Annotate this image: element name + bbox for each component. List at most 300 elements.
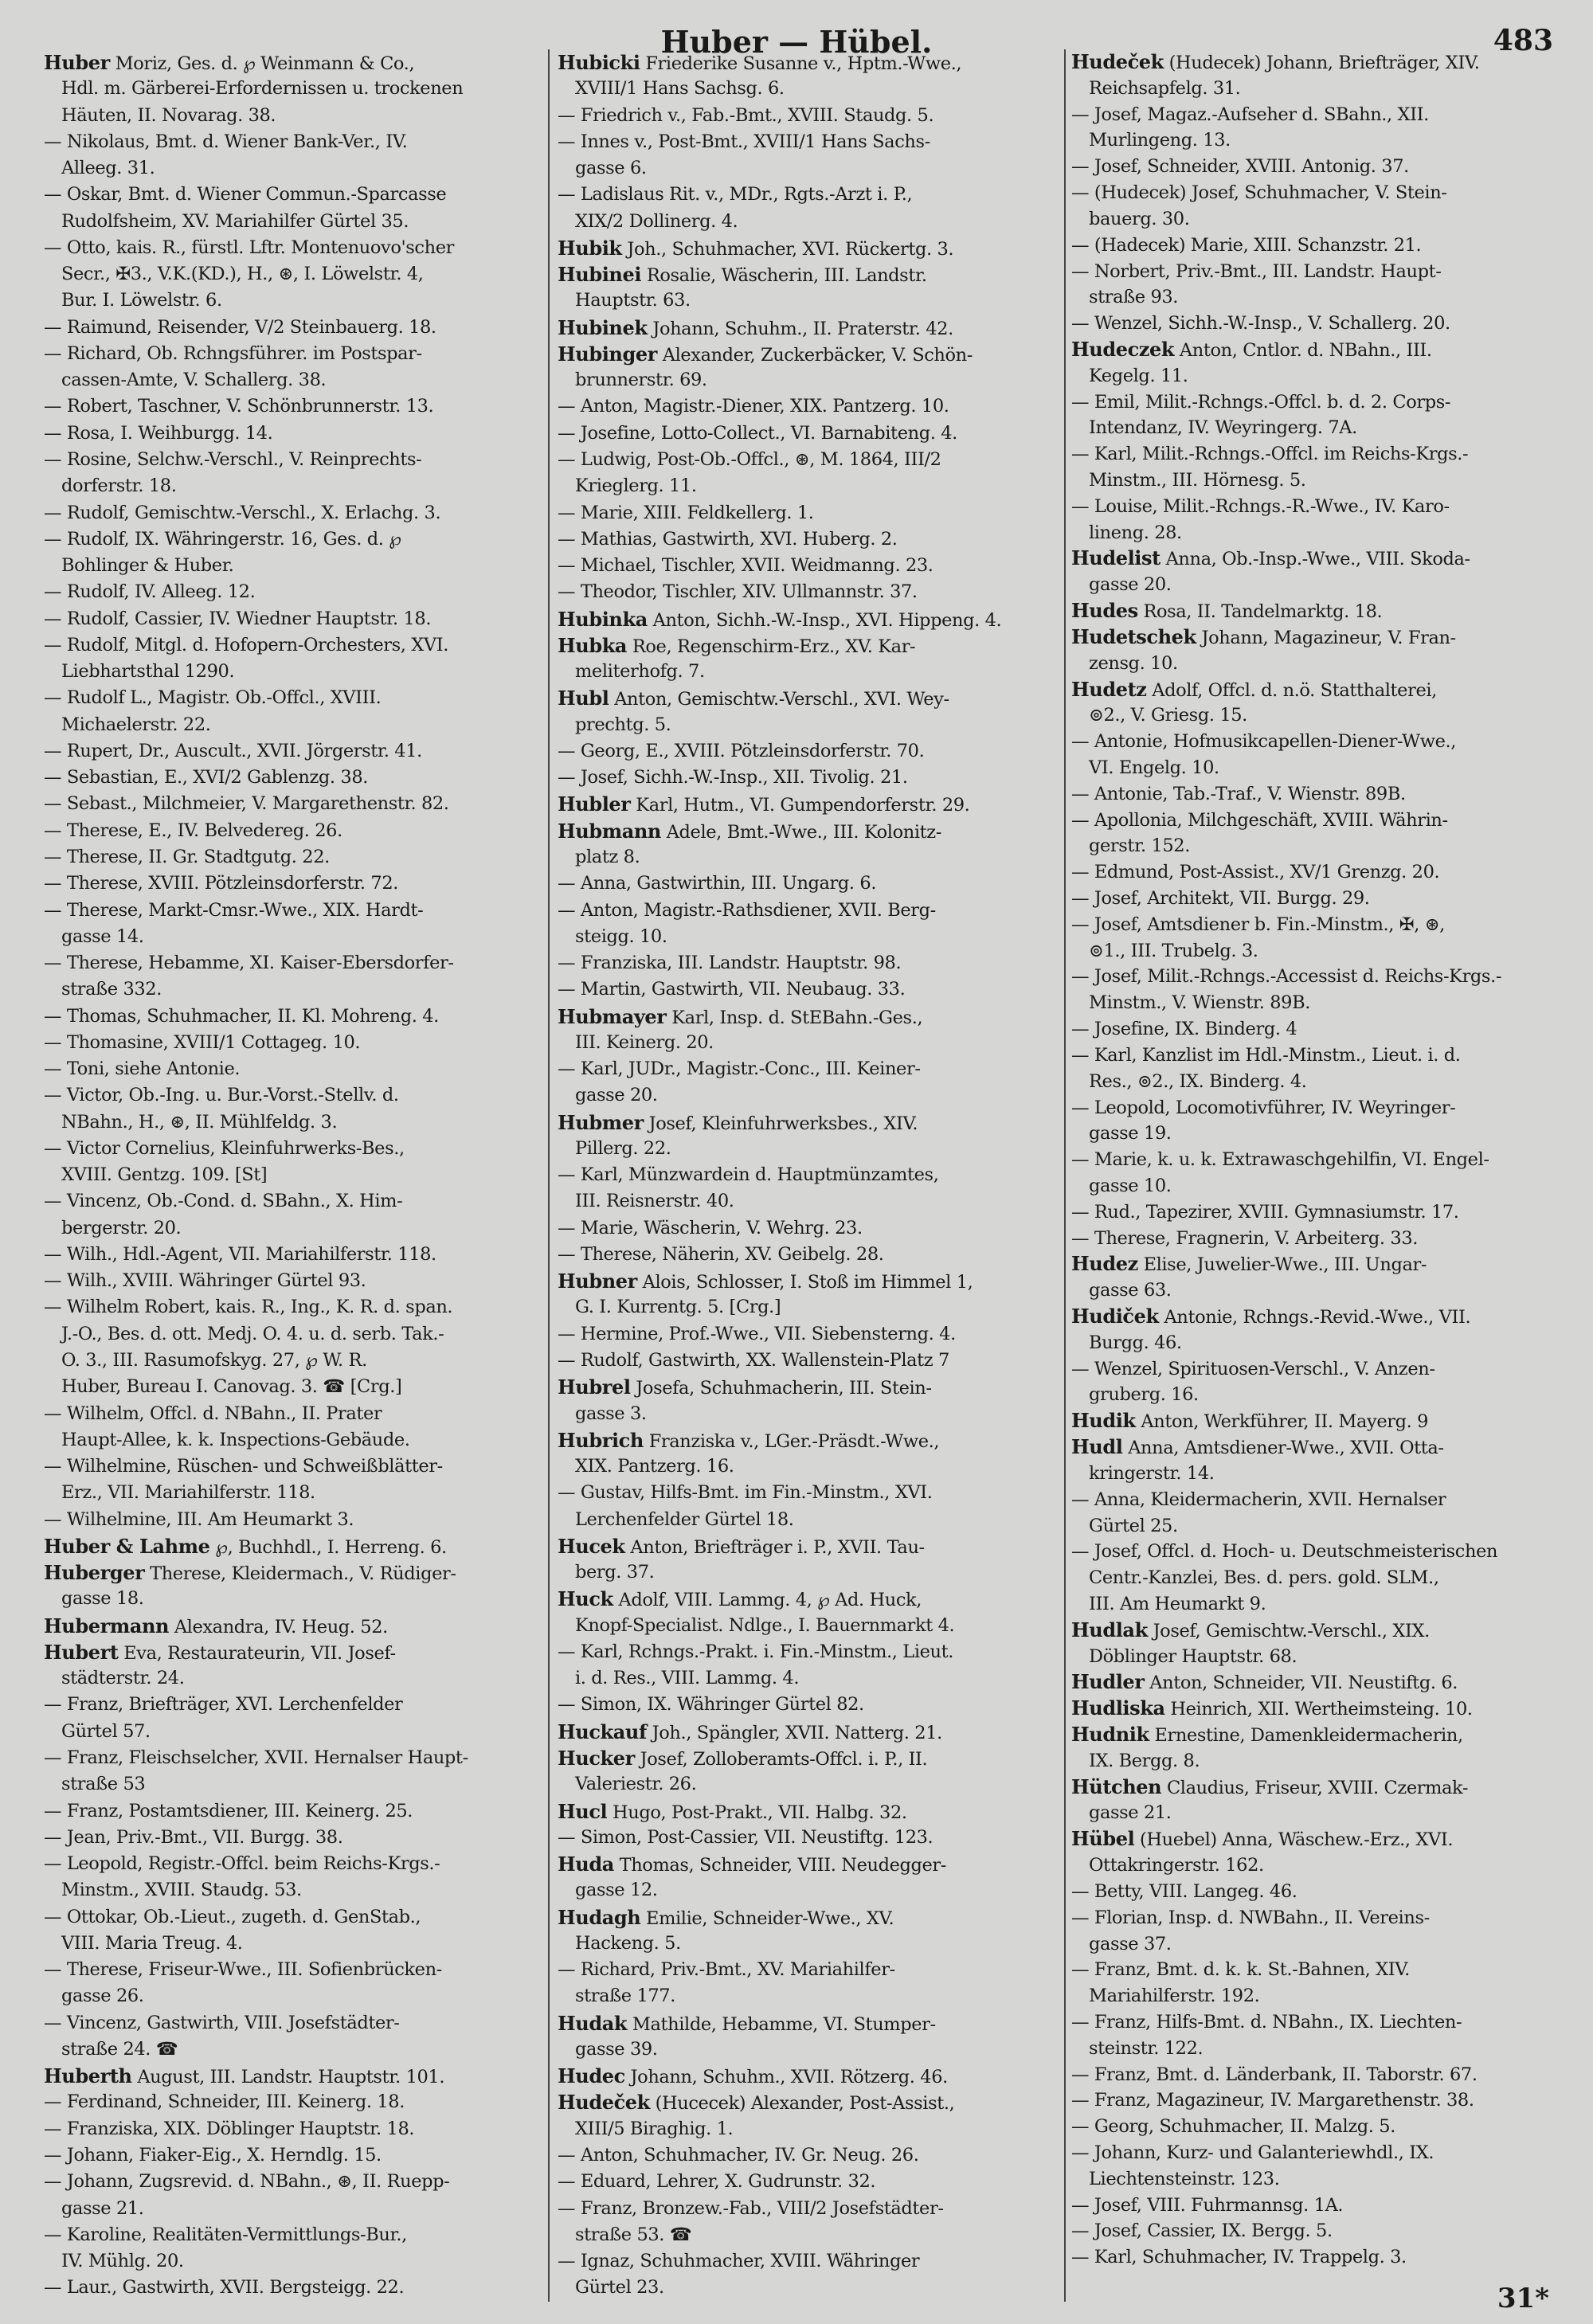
entry-head-line [1071, 546, 1571, 572]
entry-line: — Karl, Milit.-Rchngs.-Offcl. im Reichs-Krgs.- [1071, 444, 1469, 465]
surname-headword: Hudik [1071, 1409, 1136, 1433]
entry-text: Alexander, Zuckerbäcker, V. Schön- [656, 344, 973, 366]
entry-text: Friederike Susanne v., Hptm.-Wwe., [640, 53, 962, 74]
entry-continuation-line: Intendanz, IV. Weyringerg. 7A. [1089, 417, 1357, 439]
entry-continuation-line: Ottakringerstr. 162. [1089, 1855, 1264, 1876]
entry-text: Anton, Schneider, VII. Neustiftg. 6. [1144, 1673, 1458, 1694]
page-number: 483 [1493, 24, 1553, 57]
surname-headword: Hudl [1071, 1435, 1123, 1459]
entry-line: — Laur., Gastwirth, XVII. Bergsteigg. 22. [44, 2277, 405, 2299]
entry-continuation-line: straße 24. ☎ [61, 2038, 178, 2060]
entry-continuation-line: Reichsapfelg. 31. [1089, 77, 1241, 99]
surname-headword: Hudec [558, 2064, 625, 2088]
entry-head-line [558, 685, 1058, 711]
entry-line: — Martin, Gastwirth, VII. Neubaug. 33. [558, 979, 906, 1000]
column-divider [548, 49, 550, 2302]
entry-line: — Hermine, Prof.-Wwe., VII. Siebensterng. 4. [558, 1323, 956, 1344]
entry-line: — Marie, Wäscherin, V. Wehrg. 23. [558, 1217, 863, 1238]
entry-head-line [1071, 337, 1571, 363]
entry-text: Rosa, II. Tandelmarktg. 18. [1137, 601, 1383, 623]
entry-head-line [558, 606, 1058, 632]
entry-text: Joh., Schuhmacher, XVI. Rückertg. 3. [621, 238, 954, 260]
entry-head-line [558, 2089, 1058, 2115]
entry-continuation-line: Hackeng. 5. [575, 1932, 681, 1954]
entry-head-line [558, 1904, 1058, 1931]
entry-line: — Marie, k. u. k. Extrawaschgehilfin, VI. Engel- [1071, 1149, 1489, 1171]
entry-text: Josefa, Schuhmacherin, III. Stein- [630, 1378, 932, 1399]
entry-line: — Anton, Schuhmacher, IV. Gr. Neug. 26. [558, 2144, 919, 2166]
entry-line: — Theodor, Tischler, XIV. Ullmannstr. 37. [558, 581, 918, 603]
entry-line: — Robert, Taschner, V. Schönbrunnerstr. 13. [44, 396, 434, 417]
entry-continuation-line: Haupt-Allee, k. k. Inspections-Gebäude. [61, 1429, 410, 1450]
entry-continuation-line: VI. Engelg. 10. [1089, 757, 1219, 778]
entry-head-line [1071, 1826, 1571, 1853]
entry-continuation-line: XIII/5 Biraghig. 1. [575, 2118, 734, 2139]
entry-head-line [1071, 624, 1571, 651]
entry-continuation-line: Pillerg. 22. [575, 1137, 671, 1159]
entry-line: — Rudolf, Gastwirth, XX. Wallenstein-Platz 7 [558, 1350, 949, 1371]
entry-continuation-line: steigg. 10. [575, 925, 667, 947]
entry-line: — Rudolf, Cassier, IV. Wiedner Hauptstr. 18. [44, 608, 432, 629]
entry-continuation-line: cassen-Amte, V. Schallerg. 38. [61, 370, 327, 391]
entry-line: — Vincenz, Ob.-Cond. d. SBahn., X. Him- [44, 1191, 403, 1212]
surname-headword: Huck [558, 1587, 613, 1611]
entry-head-line [44, 1639, 542, 1665]
entry-line: — Rudolf L., Magistr. Ob.-Offcl., XVIII. [44, 687, 382, 709]
entry-line: — Johann, Kurz- und Galanteriewhdl., IX. [1071, 2142, 1434, 2163]
entry-continuation-line: XVIII. Gentzg. 109. [St] [61, 1164, 268, 1186]
entry-head-line [1071, 1774, 1571, 1801]
entry-line: — Antonie, Tab.-Traf., V. Wienstr. 89B. [1071, 783, 1406, 804]
surname-headword: Hubrel [558, 1375, 631, 1399]
entry-text: Thomas, Schneider, VIII. Neudegger- [613, 1855, 946, 1876]
entry-head-line [558, 1851, 1058, 1877]
entry-continuation-line: gasse 14. [61, 925, 144, 947]
surname-headword: Huberger [44, 1561, 145, 1585]
entry-line: — Betty, VIII. Langeg. 46. [1071, 1880, 1297, 1902]
entry-line: — Josef, Architekt, VII. Burgg. 29. [1071, 888, 1370, 909]
entry-continuation-line: i. d. Res., VIII. Lammg. 4. [575, 1668, 800, 1689]
entry-continuation-line: steinstr. 122. [1089, 2037, 1204, 2059]
entry-continuation-line: bergerstr. 20. [61, 1217, 182, 1238]
entry-head-line [558, 818, 1058, 844]
entry-line: — Wilh., XVIII. Währinger Gürtel 93. [44, 1270, 366, 1292]
entry-line: — Innes v., Post-Bmt., XVIII/1 Hans Sachs- [558, 131, 930, 152]
entry-continuation-line: XIX/2 Dollinerg. 4. [575, 210, 738, 232]
entry-head-line [558, 1374, 1058, 1400]
entry-line: — Antonie, Hofmusikcapellen-Diener-Wwe., [1071, 731, 1457, 753]
entry-text: Roe, Regenschirm-Erz., XV. Kar- [627, 636, 916, 657]
entry-head-line [44, 1613, 542, 1639]
surname-headword: Hubrich [558, 1428, 644, 1452]
entry-continuation-line: Res., ⊚2., IX. Binderg. 4. [1089, 1070, 1307, 1092]
entry-line: — Karl, Rchngs.-Prakt. i. Fin.-Minstm., Lieut. [558, 1641, 954, 1662]
entry-line: — Oskar, Bmt. d. Wiener Commun.-Sparcasse [44, 184, 447, 205]
entry-line: — Karl, Schuhmacher, IV. Trappelg. 3. [1071, 2247, 1407, 2268]
entry-head-line [558, 341, 1058, 367]
entry-line: — Johann, Fiaker-Eig., X. Herndlg. 15. [44, 2144, 382, 2166]
surname-headword: Hubka [558, 633, 628, 657]
entry-line: — Rud., Tapezirer, XVIII. Gymnasiumstr. 17. [1071, 1201, 1459, 1223]
entry-line: — Raimund, Reisender, V/2 Steinbauerg. 18. [44, 316, 436, 338]
directory-column-1 [44, 49, 542, 2302]
entry-head-line [1071, 1696, 1571, 1722]
entry-continuation-line: bauerg. 30. [1089, 208, 1190, 229]
entry-line: — Josefine, Lotto-Collect., VI. Barnabiteng. 4. [558, 422, 957, 444]
surname-headword: Hucek [558, 1534, 625, 1558]
entry-line: — (Hudecek) Josef, Schuhmacher, V. Stein- [1071, 182, 1447, 204]
entry-line: — Franz, Bmt. d. Länderbank, II. Taborstr. 67. [1071, 2064, 1478, 2085]
entry-line: — (Hadecek) Marie, XIII. Schanzstr. 21. [1071, 234, 1422, 256]
entry-head-line [44, 1559, 542, 1586]
entry-line: — Sebastian, E., XVI/2 Gablenzg. 38. [44, 767, 369, 788]
entry-text: Karl, Hutm., VI. Gumpendorferstr. 29. [630, 795, 970, 816]
entry-continuation-line: städterstr. 24. [61, 1668, 185, 1689]
entry-continuation-line: gasse 10. [1089, 1175, 1172, 1196]
entry-continuation-line: Kegelg. 11. [1089, 365, 1188, 386]
entry-text: Anton, Briefträger i. P., XVII. Tau- [624, 1536, 925, 1558]
entry-line: — Therese, E., IV. Belvedereg. 26. [44, 820, 342, 841]
surname-headword: Hubinger [558, 342, 657, 366]
entry-head-line [1071, 49, 1571, 76]
entry-continuation-line: Burgg. 46. [1089, 1332, 1182, 1353]
entry-continuation-line: gruberg. 16. [1089, 1384, 1199, 1406]
surname-headword: Hübel [1071, 1827, 1135, 1851]
entry-head-line [558, 1745, 1058, 1771]
entry-text: Heinrich, XII. Wertheimsteing. 10. [1164, 1699, 1473, 1720]
entry-line: — Therese, II. Gr. Stadtgutg. 22. [44, 846, 330, 867]
entry-continuation-line: Hauptstr. 63. [575, 290, 691, 311]
entry-line: — Rosa, I. Weihburgg. 14. [44, 422, 273, 444]
entry-continuation-line: brunnerstr. 69. [575, 370, 707, 391]
entry-line: — Anna, Kleidermacherin, XVII. Hernalser [1071, 1489, 1446, 1510]
entry-line: — Victor, Ob.-Ing. u. Bur.-Vorst.-Stellv. d. [44, 1085, 399, 1106]
entry-line: — Vincenz, Gastwirth, VIII. Josefstädter- [44, 2012, 400, 2033]
surname-headword: Hubinka [558, 607, 648, 631]
entry-line: — Wenzel, Spirituosen-Verschl., V. Anzen- [1071, 1358, 1435, 1379]
entry-text: Ernestine, Damenkleidermacherin, [1149, 1725, 1463, 1746]
surname-headword: Hubl [558, 687, 609, 710]
entry-head-line [1071, 1251, 1571, 1277]
entry-continuation-line: Häuten, II. Novarag. 38. [61, 104, 276, 126]
entry-line: — Georg, E., XVIII. Pötzleinsdorferstr. 70. [558, 740, 925, 761]
surname-headword: Hudeczek [1071, 337, 1175, 361]
entry-line: — Leopold, Registr.-Offcl. beim Reichs-Krgs.- [44, 1853, 440, 1875]
entry-text: Anna, Amtsdiener-Wwe., XVII. Otta- [1122, 1438, 1444, 1459]
entry-continuation-line: gasse 21. [61, 2197, 144, 2219]
entry-line: — Franziska, III. Landstr. Hauptstr. 98. [558, 953, 902, 974]
surname-headword: Huber [44, 51, 110, 74]
entry-continuation-line: zensg. 10. [1089, 652, 1178, 674]
entry-head-line [558, 1109, 1058, 1136]
surname-headword: Hubert [44, 1640, 119, 1664]
entry-head-line [44, 49, 542, 76]
entry-line: — Sebast., Milchmeier, V. Margarethenstr. 82. [44, 793, 449, 815]
entry-continuation-line: Mariahilferstr. 192. [1089, 1986, 1260, 2007]
entry-line: — Thomasine, XVIII/1 Cottageg. 10. [44, 1031, 361, 1053]
surname-headword: Hudez [1071, 1252, 1138, 1276]
entry-text: Johann, Schuhm., XVII. Rötzerg. 46. [624, 2067, 948, 2088]
entry-continuation-line: Gürtel 57. [61, 1720, 151, 1742]
surname-headword: Hudler [1071, 1670, 1145, 1694]
entry-line: — Anton, Magistr.-Rathsdiener, XVII. Berg- [558, 899, 936, 921]
entry-continuation-line: Erz., VII. Mariahilferstr. 118. [61, 1482, 315, 1504]
entry-line: — Georg, Schuhmacher, II. Malzg. 5. [1071, 2116, 1395, 2138]
entry-line: — Edmund, Post-Assist., XV/1 Grenzg. 20. [1071, 862, 1440, 883]
entry-line: — Franziska, XIX. Döblinger Hauptstr. 18. [44, 2118, 415, 2139]
entry-head-line [558, 315, 1058, 341]
entry-head-line [558, 791, 1058, 817]
surname-headword: Hubler [558, 792, 631, 816]
entry-line: — Eduard, Lehrer, X. Gudrunstr. 32. [558, 2171, 876, 2193]
entry-head-line [558, 235, 1058, 261]
entry-head-line [1071, 1669, 1571, 1696]
entry-continuation-line: Gürtel 25. [1089, 1515, 1178, 1536]
entry-text: Emilie, Schneider-Wwe., XV. [640, 1907, 894, 1929]
surname-headword: Huber & Lahme [44, 1534, 210, 1558]
entry-line: — Franz, Fleischselcher, XVII. Hernalser Haupt- [44, 1747, 468, 1768]
surname-headword: Hubmayer [558, 1004, 667, 1028]
entry-line: — Franz, Bronzew.-Fab., VIII/2 Josefstädter- [558, 2197, 944, 2219]
surname-headword: Hudak [558, 2011, 628, 2035]
entry-text: Johann, Schuhm., II. Praterstr. 42. [647, 318, 953, 339]
entry-continuation-line: gasse 26. [61, 1986, 144, 2007]
entry-continuation-line: NBahn., H., ⊛, II. Mühlfeldg. 3. [61, 1111, 338, 1133]
entry-line: — Franz, Magazineur, IV. Margarethenstr. 38. [1071, 2090, 1474, 2111]
entry-continuation-line: gasse 21. [1089, 1802, 1172, 1824]
entry-continuation-line: XVIII/1 Hans Sachsg. 6. [575, 78, 785, 100]
entry-line: — Ignaz, Schuhmacher, XVIII. Währinger [558, 2251, 920, 2272]
entry-line: — Therese, Fragnerin, V. Arbeiterg. 33. [1071, 1227, 1418, 1249]
entry-continuation-line: Minstm., XVIII. Staudg. 53. [61, 1880, 302, 1901]
entry-text: Eva, Restaurateurin, VII. Josef- [118, 1642, 396, 1664]
entry-line: — Wilhelm, Offcl. d. NBahn., II. Prater [44, 1403, 382, 1424]
entry-head-line [1071, 1304, 1571, 1330]
entry-continuation-line: IV. Mühlg. 20. [61, 2251, 184, 2272]
running-title: Huber — Hübel. [660, 24, 933, 60]
entry-continuation-line: Gürtel 23. [575, 2277, 664, 2299]
entry-head-line [558, 261, 1058, 288]
entry-text: Anton, Sichh.-W.-Insp., XVI. Hippeng. 4. [647, 609, 1002, 631]
entry-continuation-line: Huber, Bureau I. Canovag. 3. ☎ [Crg.] [61, 1376, 402, 1398]
entry-continuation-line: platz 8. [575, 846, 640, 867]
entry-continuation-line: Michaelerstr. 22. [61, 714, 211, 735]
entry-line: — Gustav, Hilfs-Bmt. im Fin.-Minstm., XVI. [558, 1482, 933, 1504]
entry-line: — Therese, Markt-Cmsr.-Wwe., XIX. Hardt- [44, 899, 424, 921]
entry-line: — Friedrich v., Fab.-Bmt., XVIII. Staudg. 5. [558, 104, 934, 126]
entry-text: Anna, Ob.-Insp.-Wwe., VIII. Skoda- [1160, 549, 1470, 570]
entry-line: — Johann, Zugsrevid. d. NBahn., ⊛, II. Ruepp- [44, 2171, 450, 2193]
entry-line: — Josef, Milit.-Rchngs.-Accessist d. Reichs-Krgs.- [1071, 966, 1502, 988]
entry-line: — Therese, Friseur-Wwe., III. Sofienbrücken- [44, 1959, 442, 1981]
entry-line: — Therese, Hebamme, XI. Kaiser-Ebersdorfer- [44, 953, 454, 974]
entry-line: — Richard, Ob. Rchngsführer. im Postspar- [44, 342, 422, 364]
entry-continuation-line: gasse 12. [575, 1880, 658, 1901]
entry-line: — Karl, Kanzlist im Hdl.-Minstm., Lieut. i. d. [1071, 1044, 1461, 1066]
entry-line: — Josefine, IX. Binderg. 4 [1071, 1019, 1297, 1040]
entry-line: — Norbert, Priv.-Bmt., III. Landstr. Haupt- [1071, 260, 1442, 282]
surname-headword: Hudnik [1071, 1723, 1149, 1746]
entry-line: — Otto, kais. R., fürstl. Lftr. Montenuovo'scher [44, 237, 454, 258]
entry-continuation-line: straße 53 [61, 1774, 146, 1795]
entry-head-line [44, 2063, 542, 2089]
signature-mark: 31* [1497, 2283, 1549, 2314]
entry-line: — Ottokar, Ob.-Lieut., zugeth. d. GenStab., [44, 1906, 421, 1927]
entry-head-line [558, 2010, 1058, 2036]
entry-continuation-line: XIX. Pantzerg. 16. [575, 1456, 734, 1477]
entry-line: — Wilhelmine, Rüschen- und Schweißblätter- [44, 1456, 443, 1477]
entry-text: (Hudecek) Johann, Briefträger, XIV. [1163, 53, 1480, 73]
entry-head-line [44, 1533, 542, 1559]
entry-line: — Marie, XIII. Feldkellerg. 1. [558, 502, 814, 523]
entry-continuation-line: J.-O., Bes. d. ott. Medj. O. 4. u. d. serb. Tak.- [61, 1323, 444, 1344]
entry-text: Josef, Gemischtw.-Verschl., XIX. [1147, 1620, 1430, 1641]
entry-line: — Anton, Magistr.-Diener, XIX. Pantzerg. 10. [558, 396, 949, 417]
entry-line: — Karoline, Realitäten-Vermittlungs-Bur., [44, 2224, 407, 2245]
surname-headword: Hubinek [558, 315, 648, 339]
entry-line: — Michael, Tischler, XVII. Weidmanng. 23. [558, 555, 933, 577]
entry-line: — Karl, Münzwardein d. Hauptmünzamtes, [558, 1164, 939, 1186]
entry-continuation-line: VIII. Maria Treug. 4. [61, 1932, 243, 1954]
entry-continuation-line: meliterhofg. 7. [575, 661, 705, 683]
entry-head-line [558, 2063, 1058, 2089]
directory-column-2 [558, 49, 1058, 2302]
entry-line: — Simon, IX. Währinger Gürtel 82. [558, 1694, 864, 1716]
surname-headword: Hudliska [1071, 1696, 1165, 1720]
entry-continuation-line: Rudolfsheim, XV. Mariahilfer Gürtel 35. [61, 210, 409, 232]
entry-text: Rosalie, Wäscherin, III. Landstr. [641, 265, 927, 287]
entry-line: — Anna, Gastwirthin, III. Ungarg. 6. [558, 873, 877, 894]
entry-continuation-line: gasse 19. [1089, 1123, 1172, 1144]
entry-continuation-line: prechtg. 5. [575, 714, 671, 735]
surname-headword: Hubinei [558, 263, 642, 287]
entry-line: — Florian, Insp. d. NWBahn., II. Vereins- [1071, 1907, 1430, 1928]
entry-text: Alexandra, IV. Heug. 52. [169, 1616, 388, 1637]
entry-continuation-line: III. Keinerg. 20. [575, 1031, 714, 1053]
entry-continuation-line: Alleeg. 31. [61, 158, 155, 179]
entry-continuation-line: III. Reisnerstr. 40. [575, 1191, 734, 1212]
entry-continuation-line: lineng. 28. [1089, 522, 1182, 543]
entry-head-line [558, 1427, 1058, 1453]
entry-text: (Huebel) Anna, Wäschew.-Erz., XVI. [1134, 1829, 1454, 1851]
entry-line: — Louise, Milit.-Rchngs.-R.-Wwe., IV. Karo- [1071, 495, 1450, 517]
entry-text: Adolf, Offcl. d. n.ö. Statthalterei, [1146, 679, 1437, 701]
surname-headword: Hudes [1071, 599, 1138, 623]
entry-line: — Rudolf, IX. Währingerstr. 16, Ges. d. ℘ [44, 528, 401, 550]
entry-text: Franziska v., LGer.-Präsdt.-Wwe., [643, 1430, 940, 1452]
entry-text: Alois, Schlosser, I. Stoß im Himmel 1, [636, 1272, 973, 1293]
surname-headword: Hucl [558, 1799, 608, 1823]
entry-text: Karl, Insp. d. StEBahn.-Ges., [666, 1007, 923, 1028]
entry-line: — Toni, siehe Antonie. [44, 1058, 241, 1080]
entry-continuation-line: gasse 3. [575, 1403, 647, 1424]
entry-text: (Hucecek) Alexander, Post-Assist., [649, 2093, 955, 2115]
entry-continuation-line: Bohlinger & Huber. [61, 555, 234, 577]
entry-line: — Josef, VIII. Fuhrmannsg. 1A. [1071, 2194, 1344, 2216]
entry-line: — Emil, Milit.-Rchngs.-Offcl. b. d. 2. Corps- [1071, 391, 1451, 413]
entry-text: Adele, Bmt.-Wwe., III. Kolonitz- [660, 821, 941, 843]
entry-continuation-line: Lerchenfelder Gürtel 18. [575, 1508, 794, 1530]
entry-text: Josef, Zolloberamts-Offcl. i. P., II. [634, 1749, 928, 1770]
column-divider [1064, 49, 1066, 2302]
entry-line: — Rupert, Dr., Auscult., XVII. Jörgerstr. 41. [44, 740, 422, 761]
entry-line: — Karl, JUDr., Magistr.-Conc., III. Keiner- [558, 1058, 921, 1080]
entry-continuation-line: gasse 20. [575, 1085, 658, 1106]
entry-line: — Josef, Magaz.-Aufseher d. SBahn., XII. [1071, 104, 1429, 125]
entry-head-line [1071, 598, 1571, 624]
entry-head-line [558, 1533, 1058, 1559]
surname-headword: Hudetz [1071, 677, 1147, 701]
entry-line: — Therese, Näherin, XV. Geibelg. 28. [558, 1243, 884, 1265]
entry-continuation-line: gasse 37. [1089, 1933, 1172, 1954]
surname-headword: Hudagh [558, 1905, 641, 1929]
directory-column-3 [1071, 49, 1571, 2302]
surname-headword: Hucker [558, 1747, 635, 1770]
entry-line: — Wilhelm Robert, kais. R., Ing., K. R. d. span. [44, 1297, 453, 1318]
entry-line: — Franz, Briefträger, XVI. Lerchenfelder [44, 1694, 403, 1716]
entry-line: — Therese, XVIII. Pötzleinsdorferstr. 72. [44, 873, 399, 894]
entry-continuation-line: Döblinger Hauptstr. 68. [1089, 1645, 1297, 1667]
entry-continuation-line: kringerstr. 14. [1089, 1462, 1215, 1484]
entry-line: — Josef, Offcl. d. Hoch- u. Deutschmeisterischen [1071, 1541, 1498, 1563]
entry-head-line [1071, 1618, 1571, 1644]
entry-head-line [558, 1268, 1058, 1294]
entry-continuation-line: ⊚1., III. Trubelg. 3. [1089, 940, 1258, 961]
entry-line: — Rudolf, Gemischtw.-Verschl., X. Erlachg. 3. [44, 502, 441, 523]
entry-continuation-line: straße 53. ☎ [575, 2224, 692, 2245]
surname-headword: Huda [558, 1853, 614, 1876]
entry-head-line [558, 1004, 1058, 1030]
entry-continuation-line: gasse 39. [575, 2038, 658, 2060]
entry-continuation-line: O. 3., III. Rasumofskyg. 27, ℘ W. R. [61, 1350, 367, 1371]
entry-line: — Jean, Priv.-Bmt., VII. Burgg. 38. [44, 1826, 343, 1848]
surname-headword: Hubmann [558, 819, 661, 843]
entry-text: Moriz, Ges. d. ℘ Weinmann & Co., [109, 53, 415, 74]
surname-headword: Hubmer [558, 1110, 644, 1134]
entry-text: Antonie, Rchngs.-Revid.-Wwe., VII. [1158, 1307, 1471, 1328]
entry-continuation-line: Bur. I. Löwelstr. 6. [61, 290, 222, 311]
entry-continuation-line: Valeriestr. 26. [575, 1774, 697, 1795]
surname-headword: Huberth [44, 2064, 132, 2088]
entry-line: — Victor Cornelius, Kleinfuhrwerks-Bes., [44, 1137, 405, 1159]
entry-continuation-line: Centr.-Kanzlei, Bes. d. pers. gold. SLM., [1089, 1567, 1439, 1589]
entry-head-line [1071, 1722, 1571, 1748]
entry-line: — Rosine, Selchw.-Verschl., V. Reinprechts- [44, 448, 422, 470]
entry-text: Adolf, VIII. Lammg. 4, ℘ Ad. Huck, [613, 1590, 922, 1611]
entry-continuation-line: IX. Bergg. 8. [1089, 1750, 1200, 1771]
entry-line: — Franz, Bmt. d. k. k. St.-Bahnen, XIV. [1071, 1959, 1410, 1981]
entry-line: — Leopold, Locomotivführer, IV. Weyringer- [1071, 1097, 1456, 1118]
entry-head-line [558, 49, 1058, 76]
entry-head-line [558, 632, 1058, 659]
entry-text: Anton, Cntlor. d. NBahn., III. [1174, 339, 1432, 361]
entry-continuation-line: ⊚2., V. Griesg. 15. [1089, 705, 1247, 726]
entry-head-line [1071, 1408, 1571, 1434]
entry-line: — Nikolaus, Bmt. d. Wiener Bank-Ver., IV. [44, 131, 408, 152]
entry-head-line [1071, 1434, 1571, 1461]
entry-text: Josef, Kleinfuhrwerksbes., XIV. [643, 1113, 918, 1134]
entry-line: — Apollonia, Milchgeschäft, XVIII. Währin- [1071, 809, 1448, 831]
entry-line: — Josef, Schneider, XVIII. Antonig. 37. [1071, 156, 1409, 178]
entry-continuation-line: gasse 6. [575, 158, 647, 179]
entry-head-line [1071, 677, 1571, 703]
entry-head-line [558, 1586, 1058, 1612]
entry-head-line [558, 1719, 1058, 1745]
entry-line: — Ladislaus Rit. v., MDr., Rgts.-Arzt i. P., [558, 184, 913, 205]
entry-text: Therese, Kleidermach., V. Rüdiger- [144, 1563, 456, 1585]
surname-headword: Hudeček [558, 2091, 650, 2115]
entry-text: August, III. Landstr. Hauptstr. 101. [131, 2067, 445, 2088]
